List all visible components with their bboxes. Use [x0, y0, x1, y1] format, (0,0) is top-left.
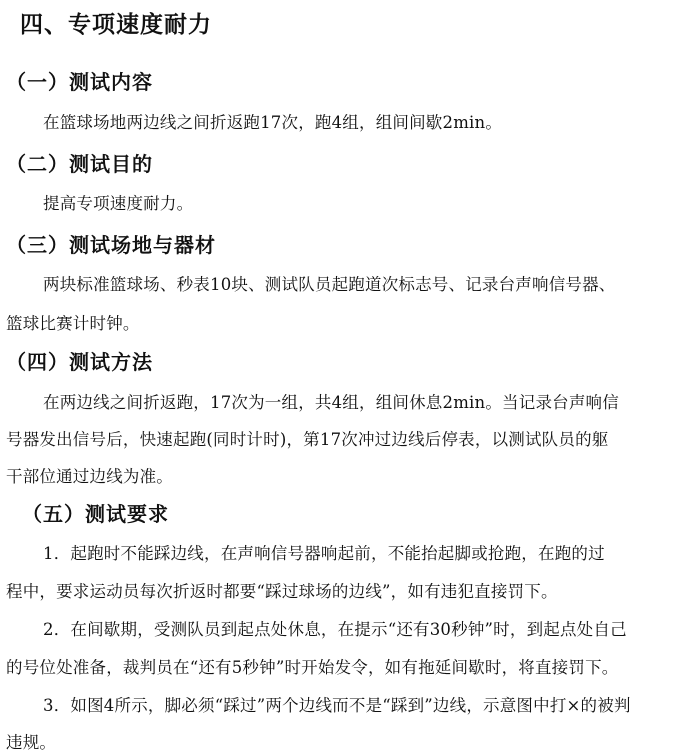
- requirement-1-line-2: 程中，要求运动员每次折返时都要“踩过球场的边线”，如有违犯直接罚下。: [6, 582, 558, 601]
- section-venue-line-2: 篮球比赛计时钟。: [6, 314, 140, 333]
- section-method-line-3: 干部位通过边线为准。: [6, 467, 173, 486]
- page-title: 四、专项速度耐力: [20, 12, 212, 38]
- requirement-2-line-2: 的号位处准备，裁判员在“还有5秒钟”时开始发令，如有拖延间歇时，将直接罚下。: [6, 658, 619, 677]
- requirement-2-line-1: 2．在间歇期，受测队员到起点处休息，在提示“还有30秒钟”时，到起点处自己: [43, 620, 627, 639]
- section-purpose-line-1: 提高专项速度耐力。: [43, 194, 194, 213]
- section-method-line-1: 在两边线之间折返跑，17次为一组，共4组，组间休息2min。当记录台声响信: [43, 393, 619, 412]
- requirement-3-line-1: 3．如图4所示，脚必须“踩过”两个边线而不是“踩到”边线，示意图中打×的被判: [43, 696, 631, 715]
- requirement-3-line-2: 违规。: [6, 733, 57, 752]
- section-venue-line-1: 两块标准篮球场、秒表10块、测试队员起跑道次标志号、记录台声响信号器、: [43, 275, 616, 294]
- section-heading-content: （一）测试内容: [6, 70, 153, 94]
- requirement-1-line-1: 1．起跑时不能踩边线，在声响信号器响起前，不能抬起脚或抢跑，在跑的过: [43, 544, 605, 563]
- section-method-line-2: 号器发出信号后，快速起跑(同时计时)，第17次冲过边线后停表，以测试队员的躯: [6, 430, 609, 449]
- section-heading-requirements: （五）测试要求: [22, 502, 169, 526]
- section-heading-venue: （三）测试场地与器材: [6, 233, 216, 257]
- section-content-line-1: 在篮球场地两边线之间折返跑17次，跑4组，组间间歇2min。: [43, 113, 503, 132]
- section-heading-method: （四）测试方法: [6, 350, 153, 374]
- section-heading-purpose: （二）测试目的: [6, 152, 153, 176]
